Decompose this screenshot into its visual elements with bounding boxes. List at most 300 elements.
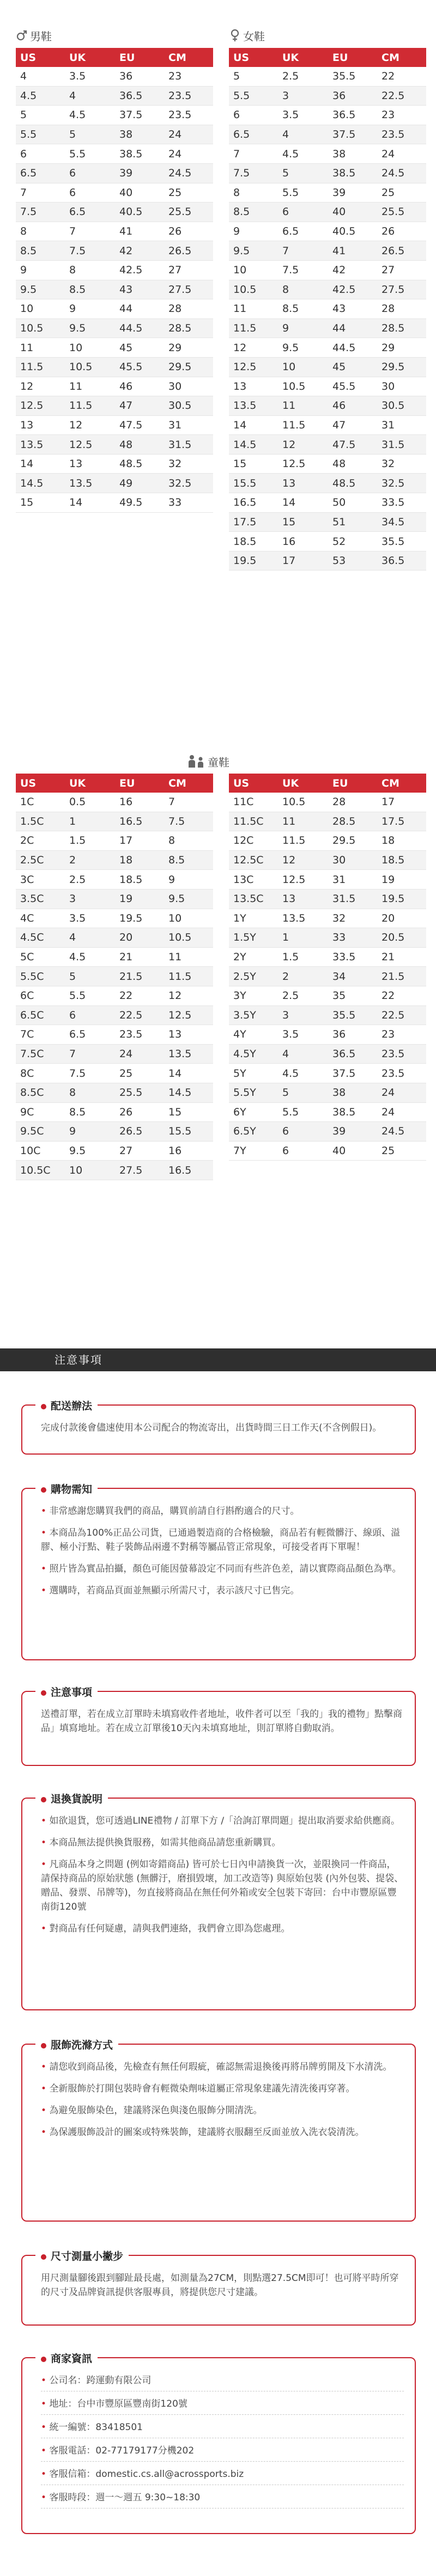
table-row <box>229 986 426 1005</box>
table-cell: 19.5 <box>229 551 278 571</box>
table-cell: 24.5 <box>377 163 426 183</box>
list-item: • 客服電話：02-77179177分機202 <box>41 2444 404 2462</box>
table-row <box>229 144 426 164</box>
table-cell: 40.5 <box>115 203 164 222</box>
shipping-text: 完成付款後會儘速使用本公司配合的物流寄出，出貨時間三日工作天(不含例假日)。 <box>41 1422 382 1433</box>
table-cell: 10.5 <box>278 793 328 812</box>
table-cell: 25.5 <box>164 203 213 222</box>
table-cell: 42.5 <box>328 280 377 299</box>
table-cell: 7.5 <box>65 241 115 261</box>
table-cell: 16 <box>164 1141 213 1161</box>
table-cell: 17 <box>278 551 328 571</box>
table-cell: 19 <box>377 870 426 890</box>
table-cell: 10 <box>164 909 213 928</box>
table-cell: 4.5 <box>278 1064 328 1083</box>
table-cell: 7 <box>278 241 328 261</box>
purchase-box <box>21 1483 416 1660</box>
table-cell: 5 <box>65 967 115 986</box>
table-cell: 11 <box>65 377 115 396</box>
table-cell: 27 <box>377 260 426 280</box>
table-cell: 39 <box>328 1122 377 1142</box>
table-cell: 6 <box>229 106 278 125</box>
table-cell: 3Y <box>229 986 278 1005</box>
table-cell: 36.5 <box>377 551 426 571</box>
table-cell: 12 <box>164 986 213 1005</box>
table-cell: 12.5C <box>229 850 278 870</box>
table-cell: 32 <box>328 909 377 928</box>
table-cell: 8 <box>65 260 115 280</box>
kids-right-header-eu: EU <box>328 774 377 793</box>
table-row <box>16 454 213 474</box>
table-cell: 20.5 <box>377 928 426 948</box>
table-cell: 39 <box>115 163 164 183</box>
table-cell: 9.5 <box>229 241 278 261</box>
table-cell: 18 <box>377 831 426 851</box>
table-cell: 6 <box>65 1005 115 1025</box>
table-cell: 14.5 <box>16 474 65 493</box>
table-cell: 4 <box>16 67 65 86</box>
table-cell: 9 <box>65 299 115 319</box>
table-cell: 11 <box>164 947 213 967</box>
table-cell: 14 <box>278 493 328 513</box>
table-cell: 7.5 <box>229 163 278 183</box>
table-cell: 32 <box>164 454 213 474</box>
wash-box <box>21 2039 416 2222</box>
table-cell: 13 <box>278 474 328 493</box>
table-row <box>16 889 213 909</box>
list-item: • 為保護服飾設計的圖案或特殊裝飾，建議將衣服翻至反面並放入洗衣袋清洗。 <box>41 2125 404 2139</box>
list-item: • 對商品有任何疑慮，請與我們連絡，我們會立即為您處理。 <box>41 1922 404 1936</box>
table-row <box>229 1064 426 1083</box>
kids-title-label: 童鞋 <box>208 756 229 769</box>
table-row <box>16 67 213 86</box>
table-cell: 18.5 <box>229 532 278 551</box>
table-cell: 0.5 <box>65 793 115 812</box>
table-cell: 25 <box>164 183 213 203</box>
table-cell: 6C <box>16 986 65 1005</box>
table-row <box>229 831 426 851</box>
list-item: • 非常感謝您購買我們的商品，購買前請自行斟酌適合的尺寸。 <box>41 1504 404 1518</box>
merchant-box <box>21 2353 416 2534</box>
table-cell: 48.5 <box>328 474 377 493</box>
table-row <box>16 318 213 338</box>
table-cell: 6.5 <box>65 1025 115 1045</box>
table-cell: 12 <box>16 377 65 396</box>
table-cell: 4Y <box>229 1025 278 1045</box>
table-row <box>16 831 213 851</box>
kids-left-header-eu: EU <box>115 774 164 793</box>
table-row <box>229 1083 426 1102</box>
table-row <box>16 493 213 513</box>
table-cell: 27.5 <box>115 1161 164 1180</box>
table-cell: 30 <box>328 850 377 870</box>
shipping-title: 配送辦法 <box>35 1398 98 1413</box>
table-cell: 4.5 <box>65 947 115 967</box>
table-cell: 41 <box>328 241 377 261</box>
table-cell: 46 <box>115 377 164 396</box>
table-cell: 17 <box>115 831 164 851</box>
shipping-box <box>21 1400 416 1455</box>
table-cell: 1 <box>278 928 328 948</box>
table-cell: 14.5 <box>164 1083 213 1102</box>
table-cell: 38.5 <box>328 163 377 183</box>
table-cell: 6 <box>16 144 65 164</box>
table-row <box>229 318 426 338</box>
table-row <box>229 1044 426 1064</box>
table-cell: 1.5Y <box>229 928 278 948</box>
table-cell: 22 <box>377 986 426 1005</box>
table-cell: 28.5 <box>377 318 426 338</box>
table-cell: 3.5 <box>65 909 115 928</box>
table-cell: 3 <box>278 86 328 106</box>
table-row <box>16 812 213 831</box>
table-cell: 31 <box>377 415 426 435</box>
table-cell: 24 <box>377 1102 426 1122</box>
table-cell: 7 <box>65 1044 115 1064</box>
table-cell: 36.5 <box>328 1044 377 1064</box>
table-cell: 13.5 <box>16 435 65 455</box>
kids-size-table-left <box>16 774 213 1180</box>
table-cell: 20 <box>377 909 426 928</box>
men-size-table <box>16 48 213 513</box>
table-cell: 12C <box>229 831 278 851</box>
table-cell: 15.5 <box>164 1122 213 1142</box>
table-cell: 11C <box>229 793 278 812</box>
men-header-uk: UK <box>65 48 115 67</box>
table-cell: 50 <box>328 493 377 513</box>
table-cell: 1.5 <box>278 947 328 967</box>
table-cell: 12 <box>278 435 328 455</box>
table-cell: 22.5 <box>115 1005 164 1025</box>
table-cell: 18.5 <box>377 850 426 870</box>
table-cell: 28.5 <box>164 318 213 338</box>
women-header-us: US <box>229 48 278 67</box>
returns-title: 退換貨說明 <box>35 1791 108 1806</box>
table-cell: 5 <box>65 125 115 144</box>
table-cell: 38 <box>115 125 164 144</box>
table-cell: 12.5 <box>229 357 278 377</box>
table-row <box>229 551 426 571</box>
table-cell: 45 <box>328 357 377 377</box>
table-cell: 2 <box>278 967 328 986</box>
table-cell: 13C <box>229 870 278 890</box>
table-cell: 25 <box>377 1141 426 1161</box>
table-cell: 22 <box>377 67 426 86</box>
kids-right-header-us: US <box>229 774 278 793</box>
table-row <box>16 928 213 948</box>
table-cell: 30.5 <box>164 396 213 416</box>
table-row <box>229 260 426 280</box>
men-header-cm: CM <box>164 48 213 67</box>
table-cell: 8 <box>65 1083 115 1102</box>
table-row <box>16 1005 213 1025</box>
table-cell: 17.5 <box>229 512 278 532</box>
kids-icon <box>187 754 205 772</box>
table-cell: 9 <box>65 1122 115 1142</box>
table-cell: 44 <box>328 318 377 338</box>
table-cell: 5C <box>16 947 65 967</box>
table-cell: 45.5 <box>328 377 377 396</box>
table-cell: 4 <box>278 1044 328 1064</box>
table-cell: 11 <box>229 299 278 319</box>
table-cell: 24 <box>164 144 213 164</box>
table-cell: 7 <box>164 793 213 812</box>
table-cell: 40 <box>115 183 164 203</box>
table-cell: 2C <box>16 831 65 851</box>
table-cell: 48.5 <box>115 454 164 474</box>
table-row <box>16 793 213 812</box>
table-cell: 48 <box>328 454 377 474</box>
table-cell: 7Y <box>229 1141 278 1161</box>
list-item: • 統一編號：83418501 <box>41 2420 404 2438</box>
table-cell: 29 <box>164 338 213 358</box>
table-row <box>229 512 426 532</box>
measure-title: 尺寸測量小撇步 <box>35 2248 129 2263</box>
table-cell: 9.5 <box>278 338 328 358</box>
table-cell: 9 <box>16 260 65 280</box>
table-row <box>229 947 426 967</box>
table-cell: 7.5C <box>16 1044 65 1064</box>
table-cell: 28 <box>377 299 426 319</box>
kids-right-header-cm: CM <box>377 774 426 793</box>
list-item: • 公司名：跨運動有限公司 <box>41 2373 404 2391</box>
men-header-eu: EU <box>115 48 164 67</box>
women-header-cm: CM <box>377 48 426 67</box>
table-row <box>229 377 426 396</box>
kids-right-header-uk: UK <box>278 774 328 793</box>
table-row <box>16 86 213 106</box>
women-section-title <box>229 28 265 45</box>
table-cell: 10 <box>65 1161 115 1180</box>
table-cell: 21.5 <box>377 967 426 986</box>
table-cell: 9 <box>229 222 278 241</box>
table-cell: 11 <box>278 812 328 831</box>
kids-right-table-header <box>229 774 426 793</box>
table-cell: 16.5 <box>229 493 278 513</box>
table-cell: 32.5 <box>164 474 213 493</box>
table-cell: 3C <box>16 870 65 890</box>
table-cell: 36.5 <box>115 86 164 106</box>
table-row <box>229 338 426 358</box>
table-cell: 13.5 <box>278 909 328 928</box>
table-row <box>229 396 426 416</box>
kids-left-header-cm: CM <box>164 774 213 793</box>
women-table-header <box>229 48 426 67</box>
table-cell: 29.5 <box>164 357 213 377</box>
table-cell: 24 <box>377 144 426 164</box>
table-cell: 6.5Y <box>229 1122 278 1142</box>
table-cell: 11.5 <box>164 967 213 986</box>
male-icon <box>16 29 28 46</box>
table-cell: 43 <box>328 299 377 319</box>
table-cell: 9.5 <box>65 1141 115 1161</box>
table-cell: 7.5 <box>164 812 213 831</box>
table-cell: 23.5 <box>164 106 213 125</box>
table-cell: 16.5 <box>115 812 164 831</box>
table-row <box>16 1141 213 1161</box>
table-row <box>16 222 213 241</box>
women-title-label: 女鞋 <box>243 30 265 43</box>
table-cell: 17 <box>377 793 426 812</box>
table-row <box>229 1102 426 1122</box>
table-cell: 6.5 <box>65 203 115 222</box>
table-cell: 7.5 <box>65 1064 115 1083</box>
table-row <box>16 1064 213 1083</box>
table-cell: 37.5 <box>328 125 377 144</box>
table-cell: 4 <box>65 86 115 106</box>
table-cell: 9 <box>278 318 328 338</box>
table-cell: 5.5 <box>16 125 65 144</box>
table-row <box>229 812 426 831</box>
table-cell: 8 <box>278 280 328 299</box>
list-item: • 選購時，若商品頁面並無顯示所需尺寸，表示該尺寸已售完。 <box>41 1584 404 1598</box>
table-cell: 42 <box>328 260 377 280</box>
table-cell: 4.5C <box>16 928 65 948</box>
table-cell: 10.5 <box>229 280 278 299</box>
table-cell: 2.5Y <box>229 967 278 986</box>
table-cell: 42.5 <box>115 260 164 280</box>
kids-section-title <box>187 754 229 770</box>
table-row <box>16 144 213 164</box>
table-cell: 28 <box>164 299 213 319</box>
table-cell: 2Y <box>229 947 278 967</box>
table-row <box>229 183 426 203</box>
table-cell: 15 <box>16 493 65 513</box>
table-cell: 3.5Y <box>229 1005 278 1025</box>
table-cell: 47.5 <box>115 415 164 435</box>
table-row <box>229 474 426 493</box>
table-cell: 9.5 <box>65 318 115 338</box>
table-row <box>16 967 213 986</box>
table-cell: 5 <box>278 163 328 183</box>
table-cell: 23.5 <box>377 1044 426 1064</box>
table-row <box>229 222 426 241</box>
table-cell: 7.5 <box>16 203 65 222</box>
purchase-title: 購物需知 <box>35 1481 98 1496</box>
table-cell: 24.5 <box>164 163 213 183</box>
table-cell: 39 <box>328 183 377 203</box>
women-header-eu: EU <box>328 48 377 67</box>
table-cell: 6 <box>65 163 115 183</box>
table-cell: 1Y <box>229 909 278 928</box>
table-cell: 45 <box>115 338 164 358</box>
table-row <box>16 947 213 967</box>
table-cell: 1.5C <box>16 812 65 831</box>
table-cell: 7.5 <box>278 260 328 280</box>
table-cell: 11.5C <box>229 812 278 831</box>
table-cell: 49 <box>115 474 164 493</box>
table-cell: 8C <box>16 1064 65 1083</box>
table-row <box>16 260 213 280</box>
table-cell: 35.5 <box>377 532 426 551</box>
table-cell: 16 <box>115 793 164 812</box>
table-cell: 6.5C <box>16 1005 65 1025</box>
table-cell: 19 <box>115 889 164 909</box>
table-cell: 32.5 <box>377 474 426 493</box>
table-cell: 33.5 <box>328 947 377 967</box>
table-cell: 1 <box>65 812 115 831</box>
table-row <box>16 357 213 377</box>
table-cell: 28 <box>328 793 377 812</box>
table-cell: 6.5 <box>278 222 328 241</box>
table-cell: 5Y <box>229 1064 278 1083</box>
table-cell: 27.5 <box>377 280 426 299</box>
table-row <box>229 67 426 86</box>
table-row <box>229 532 426 551</box>
table-cell: 10.5 <box>164 928 213 948</box>
table-cell: 6 <box>278 203 328 222</box>
table-cell: 30 <box>377 377 426 396</box>
table-cell: 10.5C <box>16 1161 65 1180</box>
table-cell: 25.5 <box>377 203 426 222</box>
table-row <box>16 183 213 203</box>
table-cell: 11 <box>278 396 328 416</box>
table-cell: 8.5 <box>164 850 213 870</box>
table-cell: 5 <box>16 106 65 125</box>
table-cell: 38.5 <box>115 144 164 164</box>
table-cell: 33 <box>164 493 213 513</box>
table-cell: 9.5 <box>16 280 65 299</box>
table-row <box>229 1141 426 1161</box>
table-row <box>16 1083 213 1102</box>
table-cell: 40 <box>328 1141 377 1161</box>
table-cell: 25 <box>115 1064 164 1083</box>
table-row <box>229 967 426 986</box>
table-cell: 26.5 <box>115 1122 164 1142</box>
table-row <box>229 415 426 435</box>
table-row <box>16 870 213 890</box>
table-row <box>229 435 426 455</box>
women-size-table <box>229 48 426 571</box>
wash-title: 服飾洗滌方式 <box>35 2037 118 2052</box>
table-cell: 5.5Y <box>229 1083 278 1102</box>
table-cell: 13 <box>164 1025 213 1045</box>
table-row <box>16 396 213 416</box>
table-cell: 29.5 <box>377 357 426 377</box>
table-cell: 13.5 <box>65 474 115 493</box>
table-cell: 8.5 <box>278 299 328 319</box>
measure-box <box>21 2250 416 2326</box>
table-row <box>16 125 213 144</box>
table-cell: 10 <box>229 260 278 280</box>
table-row <box>229 493 426 513</box>
table-cell: 2.5 <box>278 67 328 86</box>
table-cell: 18.5 <box>115 870 164 890</box>
table-row <box>229 299 426 319</box>
table-row <box>16 474 213 493</box>
table-cell: 38 <box>328 1083 377 1102</box>
table-cell: 21 <box>377 947 426 967</box>
table-cell: 14 <box>164 1064 213 1083</box>
table-row <box>229 793 426 812</box>
table-cell: 24 <box>164 125 213 144</box>
table-row <box>16 106 213 125</box>
table-cell: 8.5 <box>65 280 115 299</box>
table-row <box>16 338 213 358</box>
women-header-uk: UK <box>278 48 328 67</box>
table-row <box>16 1102 213 1122</box>
table-cell: 3.5 <box>65 67 115 86</box>
table-cell: 9 <box>164 870 213 890</box>
table-cell: 36 <box>115 67 164 86</box>
table-row <box>16 435 213 455</box>
order-note-text: 送禮訂單，若在成立訂單時未填寫收件者地址，收件者可以至「我的」我的禮物」點擊商品」填寫地址。若在成立訂單後10天內未填寫地址，則訂單將自動取消。 <box>41 1709 402 1734</box>
table-cell: 6 <box>278 1122 328 1142</box>
table-cell: 40.5 <box>328 222 377 241</box>
table-cell: 27 <box>164 260 213 280</box>
table-cell: 31.5 <box>164 435 213 455</box>
table-cell: 5.5 <box>278 1102 328 1122</box>
